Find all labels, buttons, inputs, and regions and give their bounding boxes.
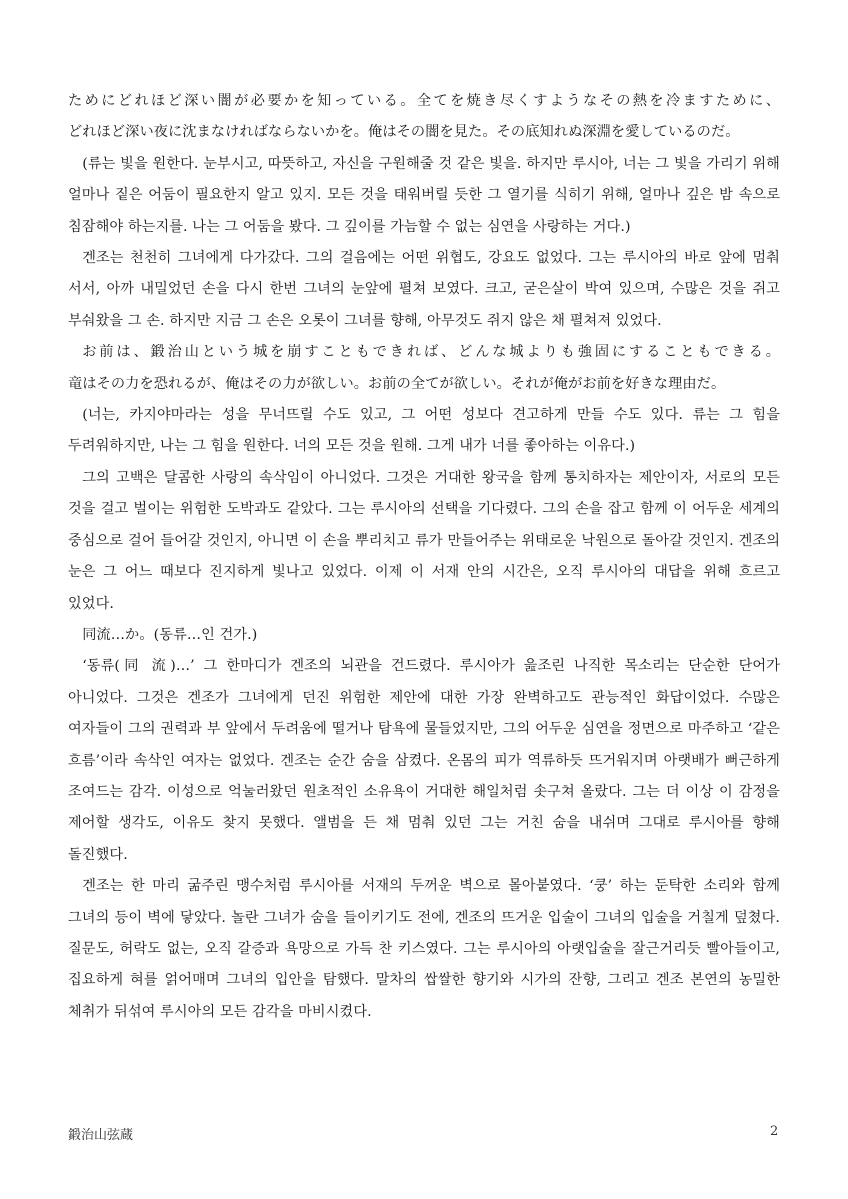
paragraph-narrative-4: 겐조는 한 마리 굶주린 맹수처럼 루시아를 서재의 두꺼운 벽으로 몰아붙였다. ‘쿵’ 하는 둔탁한 소리와 함께 그녀의 등이 벽에 닿았다. 놀란 그녀가 숨을 들이키기도 전에, 겐조의 뜨거운 입술이 그녀의 입술을 거칠게 덮쳤다. 질문도, 허락도 없는, 오직 갈증과 욕망으로 가득 찬 키스였다. 그는 루시아의 아랫입술을 잘근거리듯 빨아들이고, 집요하게 혀를 얽어매며 그녀의 입안을 탐했다. 말차의 쌉쌀한 향기와 시가의 잔향, 그리고 겐조 본연의 농밀한 체취가 뒤섞여 루시아의 모든 감각을 마비시켰다.: [68, 878, 780, 1020]
paragraph-short-dialogue: 同流…か。(동류…인 건가.): [82, 626, 258, 643]
body-text: [68, 86, 780, 1028]
paragraph-japanese-dialogue: お前は、鍛治山という城を崩すこともできれば、どんな城よりも強固にすることもできる。竜はその力を恐れるが、俺はその力が欲しい。お前の全てが欲しい。それが俺がお前を好きな理由だ。: [68, 344, 780, 392]
paragraph-narrative-1: 겐조는 천천히 그녀에게 다가갔다. 그의 걸음에는 어떤 위협도, 강요도 없었다. 그는 루시아의 바로 앞에 멈춰 서서, 아까 내밀었던 손을 다시 한번 그녀의 눈앞에 펼쳐 보였다. 크고, 굳은살이 박여 있으며, 수많은 것을 쥐고 부숴왔을 그 손. 하지만 지금 그 손은 오롯이 그녀를 향해, 아무것도 쥐지 않은 채 펼쳐져 있었다.: [68, 250, 780, 329]
footer-title: 鍛治山弦蔵: [68, 1128, 134, 1143]
paragraph-japanese-continuation: ためにどれほど深い闇が必要かを知っている。全てを焼き尽くすようなその熱を冷ますために、どれほど深い夜に沈まなければならないかを。俺はその闇を見た。その底知れぬ深淵を愛しているのだ。: [68, 93, 780, 141]
paragraph-narrative-2: 그의 고백은 달콤한 사랑의 속삭임이 아니었다. 그것은 거대한 왕국을 함께 통치하자는 제안이자, 서로의 모든 것을 걸고 벌이는 위험한 도박과도 같았다. 그는 루시아의 선택을 기다렸다. 그의 손을 잡고 함께 이 어두운 세계의 중심으로 걸어 들어갈 것인지, 아니면 이 손을 뿌리치고 류가 만들어주는 위태로운 낙원으로 돌아갈 것인지. 겐조의 눈은 그 어느 때보다 진지하게 빛나고 있었다. 이제 이 서재 안의 시간은, 오직 루시아의 대답을 위해 흐르고 있었다.: [68, 469, 780, 612]
paragraph-narrative-3: ‘동류(同 流)…’ 그 한마디가 겐조의 뇌관을 건드렸다. 루시아가 읊조린 나직한 목소리는 단순한 단어가 아니었다. 그것은 겐조가 그녀에게 던진 위험한 제안에 대한 가장 완벽하고도 관능적인 화답이었다. 수많은 여자들이 그의 권력과 부 앞에서 두려움에 떨거나 탐욕에 물들었지만, 그의 어두운 심연을 정면으로 마주하고 ‘같은 흐름’이라 속삭인 여자는 없었다. 겐조는 순간 숨을 삼켰다. 온몸의 피가 역류하듯 뜨거워지며 아랫배가 뻐근하게 조여드는 감각. 이성으로 억눌러왔던 원초적인 소유욕이 거대한 해일처럼 솟구쳐 올랐다. 그는 더 이상 이 감정을 제어할 생각도, 이유도 찾지 못했다. 앨범을 든 채 멈춰 있던 그는 거친 숨을 내쉬며 그대로 루시아를 향해 돌진했다.: [68, 658, 780, 863]
page-number: 2: [770, 1124, 779, 1139]
paragraph-korean-translation-1: (류는 빛을 원한다. 눈부시고, 따뜻하고, 자신을 구원해줄 것 같은 빛을. 하지만 루시아, 너는 그 빛을 가리기 위해 얼마나 짙은 어둠이 필요한지 알고 있지. 모든 것을 태워버릴 듯한 그 열기를 식히기 위해, 얼마나 깊은 밤 속으로 침잠해야 하는지를. 나는 그 어둠을 봤다. 그 깊이를 가늠할 수 없는 심연을 사랑하는 거다.): [68, 155, 780, 235]
paragraph-korean-translation-2: (너는, 카지야마라는 성을 무너뜨릴 수도 있고, 그 어떤 성보다 견고하게 만들 수도 있다. 류는 그 힘을 두려워하지만, 나는 그 힘을 원한다. 너의 모든 것을 원해. 그게 내가 너를 좋아하는 이유다.): [68, 407, 780, 455]
